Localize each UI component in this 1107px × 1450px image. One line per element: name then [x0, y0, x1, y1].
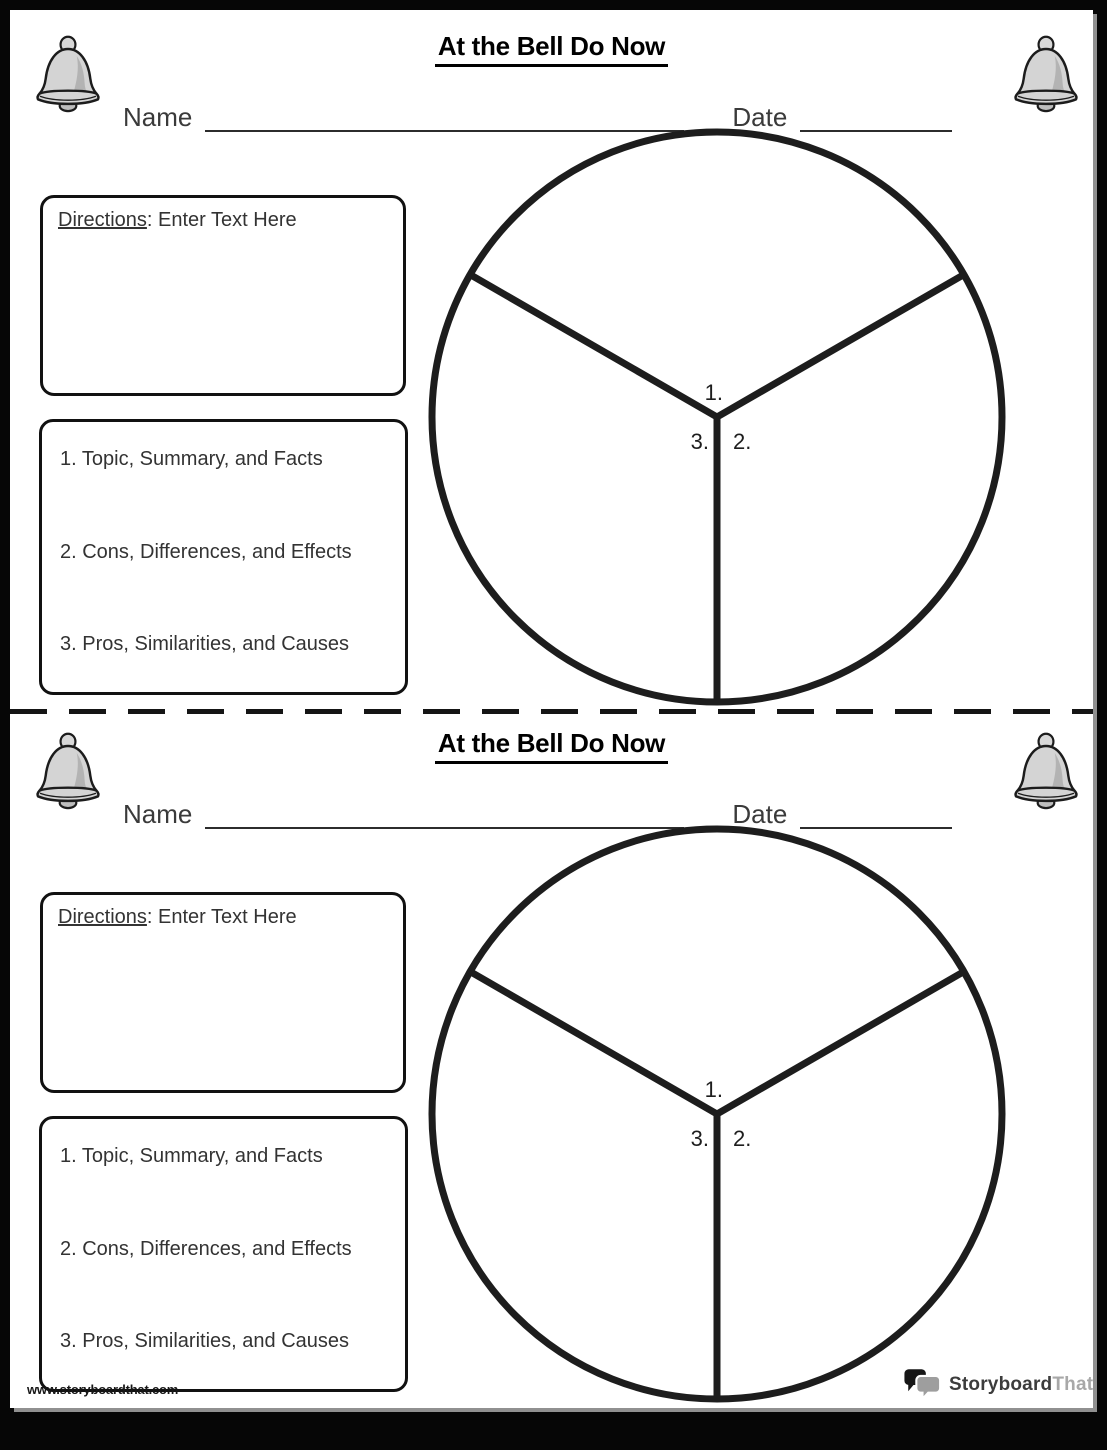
circle-label-3: 3.	[690, 429, 709, 454]
worksheet-page	[10, 10, 1093, 1408]
divider-line-upper-left	[470, 275, 717, 418]
storyboardthat-logo	[903, 1368, 1093, 1402]
directions-placeholder-text: : Enter Text Here	[146, 906, 297, 928]
website-url: www.storyboardthat.com	[27, 1382, 179, 1397]
cut-line-separator	[10, 709, 1093, 714]
worksheet-title: At the Bell Do Now	[435, 31, 668, 67]
worksheet-section-1	[10, 10, 1093, 707]
circle-label-3: 3.	[690, 1126, 709, 1151]
circle-label-2: 2.	[733, 429, 752, 454]
brand-wordmark	[949, 1374, 1093, 1396]
speech-bubbles-icon	[903, 1368, 943, 1402]
circle-label-1: 1.	[704, 1077, 723, 1102]
directions-box	[40, 195, 406, 396]
worksheet-section-2	[10, 707, 1093, 1404]
list-item: 1. Topic, Summary, and Facts	[60, 448, 323, 470]
circle-label-2: 2.	[733, 1126, 752, 1151]
list-item: 1. Topic, Summary, and Facts	[60, 1145, 323, 1167]
circle-label-1: 1.	[704, 380, 723, 405]
directions-box	[40, 892, 406, 1093]
key-list-box	[39, 419, 408, 695]
divider-line-upper-right	[717, 275, 964, 418]
brand-secondary: That	[1052, 1374, 1094, 1395]
date-label: Date	[732, 799, 788, 830]
date-label: Date	[732, 102, 788, 133]
brand-primary: Storyboard	[949, 1374, 1053, 1395]
directions-label: Directions	[58, 906, 147, 928]
list-item: 3. Pros, Similarities, and Causes	[60, 633, 350, 655]
worksheet-title: At the Bell Do Now	[435, 728, 668, 764]
name-label: Name	[123, 799, 193, 830]
title-row	[10, 728, 1093, 764]
list-item: 2. Cons, Differences, and Effects	[60, 540, 352, 563]
directions-placeholder-text: : Enter Text Here	[146, 209, 297, 231]
divider-line-upper-right	[717, 972, 964, 1115]
three-section-circle-diagram	[423, 123, 1011, 711]
list-item: 2. Cons, Differences, and Effects	[60, 1237, 352, 1260]
divider-line-upper-left	[470, 972, 717, 1115]
three-section-circle-diagram	[423, 820, 1011, 1408]
key-list-box	[39, 1116, 408, 1392]
list-item: 3. Pros, Similarities, and Causes	[60, 1330, 350, 1352]
title-row	[10, 31, 1093, 67]
name-label: Name	[123, 102, 193, 133]
directions-label: Directions	[58, 209, 147, 231]
